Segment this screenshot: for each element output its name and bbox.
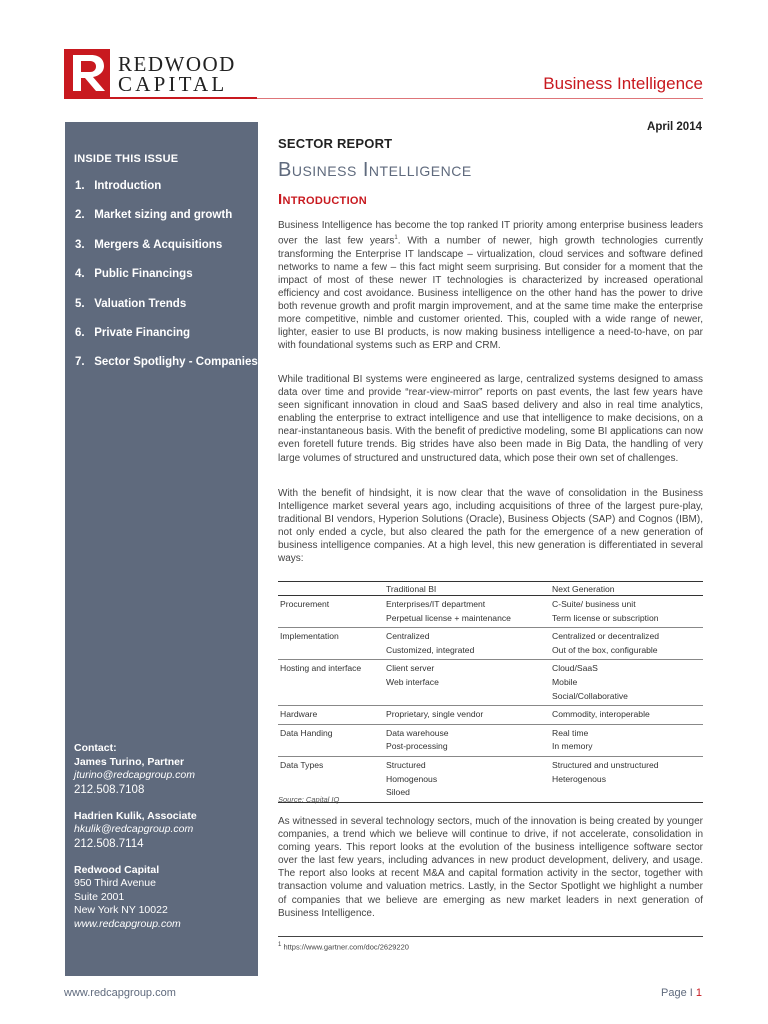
section-heading: Introduction [278, 191, 368, 208]
toc-item-public-financings[interactable]: 4. Public Financings [75, 268, 193, 281]
header-divider-red [64, 97, 257, 99]
contact-block [74, 742, 197, 931]
toc-item-sector-spotlight[interactable]: 7. Sector Spotlighy - Companies [75, 356, 258, 369]
company-name: Redwood Capital [74, 863, 160, 876]
contact-email-1[interactable]: jturino@redcapgroup.com [74, 769, 195, 781]
paragraph-1: Business Intelligence has become the top ranked IT priority among enterprise business leaders over the last few years$^1$. With a number of newer, high growth technologies currently transforming the Enterprise IT landscape – virtualization, cloud services and software defined networks to name a few – this fact might seem surprising. But consider for a moment that the impact of most of these newer IT technologies is characterized by increased operational efficiency and cost avoidance. Business intelligence on the other hand has the power to drive both revenue growth and profit margin improvement, and at the same time make the enterprise more competitive, nimble and customer oriented. This, coupled with a wide range of newer, lighter, easier to use BI products, is now making business intelligence a need-to-have, on par with foundational systems such as ERP and CRM. [278, 220, 703, 352]
toc-item-mergers[interactable]: 3. Mergers & Acquisitions [75, 238, 223, 251]
table-header [278, 582, 384, 596]
toc-item-market-sizing[interactable]: 2. Market sizing and growth [75, 209, 233, 222]
report-kicker: SECTOR REPORT [278, 136, 393, 151]
comparison-table [278, 581, 703, 803]
company-website-link[interactable]: www.redcapgroup.com [74, 917, 181, 930]
footnote-link[interactable]: https://www.gartner.com/doc/2629220 [283, 942, 409, 952]
table-row: Data Types Structured Homogenous Siloed Structured and unstructured Heterogenous [278, 756, 703, 802]
logo-line2: CAPITAL [118, 72, 228, 96]
redwood-r-logo-icon [64, 49, 110, 97]
sidebar-heading: INSIDE THIS ISSUE [74, 153, 179, 165]
footnote-divider [278, 936, 703, 937]
toc-item-private-financing[interactable]: 6. Private Financing [75, 326, 191, 339]
header-divider [257, 98, 703, 99]
toc-item-valuation-trends[interactable]: 5. Valuation Trends [75, 297, 187, 310]
table-row: Procurement Enterprises/IT department Perpetual license + maintenance C-Suite/ business unit Term license or subscription [278, 596, 703, 628]
toc-item-introduction[interactable]: 1. Introduction [75, 180, 162, 192]
table-row: Data Handing Data warehouse Post-processing Real time In memory [278, 724, 703, 756]
contact-email-2[interactable]: hkulik@redcapgroup.com [74, 823, 194, 835]
table-header: Traditional BI [384, 582, 550, 596]
footnote: $^1$ https://www.gartner.com/doc/2629220 [278, 942, 409, 952]
paragraph-2: While traditional BI systems were engineered as large, centralized systems designed to amass data over time and provide “rear-view-mirror” reports on past events, the last few years have seen significant innovation in cloud and SaaS based delivery and also in real time analytics, enabling the enterprise to extract intelligence and use that intelligence to make decisions, on a near-instantaneous basis. With the benefit of predictive modeling, some BI applications can now even foretell future trends. Big strides have also been made in Big Data, the handling of very large volumes of structured and unstructured data, which pose their own set of challenges. [278, 374, 703, 464]
logo-wordmark [118, 54, 236, 94]
contact-phone-2: 212.508.7114 [74, 837, 144, 850]
contact-name-1: James Turino, Partner [74, 755, 185, 768]
table-source: Source: Capital IQ [278, 795, 340, 804]
table-header-row [278, 582, 703, 596]
contact-label: Contact: [74, 742, 117, 754]
table-of-contents [75, 180, 258, 386]
paragraph-3: With the benefit of hindsight, it is now clear that the wave of consolidation in the Business Intelligence market several years ago, including acquisitions of three of the largest pure-play, traditional BI vendors, Hyperion Solutions (Oracle), Business Objects (SAP) and Cognos (IBM), not only ended a cycle, but also cleared the path for the emergence of a new generation of business intelligence companies. At a high level, this new generation is differentiated in several ways: [278, 488, 703, 565]
sidebar [65, 122, 258, 976]
company-address-1: 950 Third Avenue [74, 877, 156, 889]
page-title: Business Intelligence [278, 159, 472, 181]
table-row: Hardware Proprietary, single vendor Commodity, interoperable [278, 706, 703, 725]
logo-line1: REDWOOD [118, 52, 236, 76]
report-date: April 2014 [647, 121, 702, 133]
contact-phone-1: 212.508.7108 [74, 783, 145, 796]
contact-name-2: Hadrien Kulik, Associate [74, 809, 197, 822]
company-address-2: Suite 2001 [74, 890, 125, 903]
table-header: Next Generation [550, 582, 703, 596]
table-row: Implementation Centralized Customized, integrated Centralized or decentralized Out of the box, configurable [278, 628, 703, 660]
company-logo [64, 49, 254, 99]
table-row: Hosting and interface Client server Web interface Cloud/SaaS Mobile Social/Collaborative [278, 660, 703, 706]
header-title: Business Intelligence [543, 74, 703, 93]
page-number: Page I 1 [661, 987, 702, 999]
footer-website-link[interactable]: www.redcapgroup.com [64, 987, 176, 999]
company-address-3: New York NY 10022 [74, 904, 168, 916]
footnote-ref[interactable]: 1 [394, 235, 398, 242]
paragraph-4: As witnessed in several technology sectors, much of the innovation is being created by younger companies, a trend which we believe will continue to drive, if not accelerate, consolidation in coming years. This report looks at the evolution of the business intelligence software sector over the last few years, including advances in new product development, delivery, and usage. The report also looks at recent M&A and capital formation activity in the sector, together with transaction volume and valuation metrics. Lastly, in the Sector Spotlight we highlight a number of companies that we believe are emerging as new market leaders in next generation of Business Intelligence. [278, 816, 703, 919]
